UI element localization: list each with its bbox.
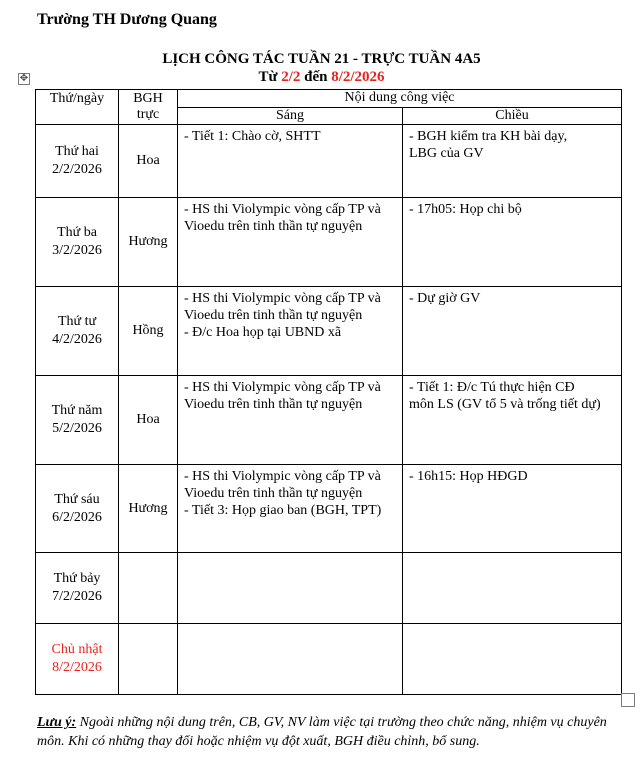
morning-cell[interactable]	[178, 376, 403, 465]
bgh-cell: Hương	[119, 465, 178, 553]
date-range	[0, 69, 643, 86]
day-cell	[36, 287, 119, 376]
afternoon-line: - Dự giờ GV	[409, 291, 481, 306]
day-date: 2/2/2026	[52, 162, 102, 177]
day-name: Thứ năm	[51, 403, 103, 418]
afternoon-cell[interactable]	[403, 125, 622, 198]
table-row	[36, 553, 622, 624]
table-row	[36, 125, 622, 198]
afternoon-cell[interactable]	[403, 553, 622, 624]
afternoon-cell[interactable]	[403, 376, 622, 465]
bgh-cell	[119, 553, 178, 624]
to-date: 8/2/2026	[331, 69, 385, 85]
table-row	[36, 465, 622, 553]
morning-line: - Tiết 3: Họp giao ban (BGH, TPT)	[184, 503, 382, 518]
header-afternoon	[403, 108, 622, 125]
header-content	[178, 90, 622, 108]
day-date: 5/2/2026	[52, 421, 102, 436]
morning-cell[interactable]	[178, 624, 403, 695]
morning-cell[interactable]	[178, 465, 403, 553]
afternoon-cell[interactable]	[403, 287, 622, 376]
day-cell	[36, 376, 119, 465]
from-date: 2/2	[281, 69, 301, 85]
bgh-cell: Hoa	[119, 125, 178, 198]
morning-cell[interactable]	[178, 287, 403, 376]
school-name: Trường TH Dương Quang	[37, 11, 217, 28]
day-name: Thứ sáu	[54, 491, 100, 507]
table-row	[36, 376, 622, 465]
table-row	[36, 624, 622, 695]
afternoon-line: - 17h05: Họp chi bộ	[409, 202, 522, 217]
table-row	[36, 287, 622, 376]
table-move-handle-icon[interactable]: ✥	[19, 73, 29, 84]
bgh-cell	[119, 624, 178, 695]
day-name: Thứ tư	[57, 314, 97, 329]
afternoon-cell[interactable]	[403, 624, 622, 695]
to-label: đến	[304, 69, 328, 85]
day-date: 7/2/2026	[52, 589, 102, 604]
morning-line: - HS thi Violympic vòng cấp TP và	[184, 469, 381, 484]
afternoon-line: - Tiết 1: Đ/c Tú thực hiện CĐ	[409, 380, 575, 395]
header-bgh	[119, 90, 178, 125]
from-label: Từ	[258, 69, 278, 85]
header-day-label: Thứ/ngày	[49, 91, 105, 106]
table-row	[36, 198, 622, 287]
day-cell-sunday	[36, 624, 119, 695]
afternoon-line: - 16h15: Họp HĐGD	[409, 469, 528, 484]
afternoon-line: LBG của GV	[409, 146, 484, 161]
morning-line: - HS thi Violympic vòng cấp TP và	[184, 202, 381, 217]
day-date: 8/2/2026	[52, 660, 102, 675]
morning-cell[interactable]	[178, 553, 403, 624]
afternoon-line: môn LS (GV tổ 5 và trống tiết dự)	[409, 397, 601, 412]
table-resize-handle[interactable]	[621, 693, 635, 707]
header-morning	[178, 108, 403, 125]
footnote-text: Ngoài những nội dung trên, CB, GV, NV làm việc tại trường theo chức năng, nhiệm vụ chuyên môn. Khi có những thay đổi hoặc nhiệm vụ đột xuất, BGH điều chỉnh, bổ sung.	[37, 715, 607, 749]
day-cell	[36, 125, 119, 198]
bgh-cell: Hoa	[119, 376, 178, 465]
day-name: Thứ ba	[57, 225, 97, 240]
day-cell	[36, 465, 119, 553]
morning-line: - Tiết 1: Chào cờ, SHTT	[184, 129, 321, 144]
header-day	[36, 90, 119, 125]
page-title: LỊCH CÔNG TÁC TUẦN 21 - TRỰC TUẦN 4A5	[162, 51, 481, 67]
header-bgh-line2: trực	[136, 107, 160, 122]
bgh-cell: Hương	[119, 198, 178, 287]
morning-line: - Đ/c Hoa họp tại UBND xã	[184, 325, 342, 340]
day-date: 3/2/2026	[52, 243, 102, 258]
day-name: Thứ hai	[55, 144, 99, 159]
morning-cell[interactable]	[178, 125, 403, 198]
day-date: 4/2/2026	[52, 332, 102, 347]
morning-cell[interactable]	[178, 198, 403, 287]
header-bgh-line1: BGH	[133, 91, 163, 106]
schedule-table	[35, 89, 622, 695]
day-name: Chủ nhật	[51, 642, 103, 657]
bgh-cell: Hồng	[119, 287, 178, 376]
day-cell	[36, 553, 119, 624]
morning-line: - HS thi Violympic vòng cấp TP và	[184, 291, 381, 306]
afternoon-cell[interactable]	[403, 465, 622, 553]
header-morning-label: Sáng	[276, 108, 304, 123]
morning-line: Vioedu trên tinh thần tự nguyện	[184, 486, 363, 501]
footnote	[37, 713, 617, 751]
day-date: 6/2/2026	[52, 509, 102, 525]
morning-line: Vioedu trên tinh thần tự nguyện	[184, 397, 363, 412]
morning-line: Vioedu trên tinh thần tự nguyện	[184, 308, 363, 323]
day-name: Thứ bảy	[53, 571, 101, 586]
header-content-label: Nội dung công việc	[344, 90, 455, 105]
footnote-label: Lưu ý:	[37, 715, 77, 730]
morning-line: Vioedu trên tinh thần tự nguyện	[184, 219, 363, 234]
day-cell	[36, 198, 119, 287]
header-afternoon-label: Chiều	[495, 108, 529, 123]
afternoon-line: - BGH kiểm tra KH bài dạy,	[409, 129, 568, 144]
afternoon-cell[interactable]	[403, 198, 622, 287]
morning-line: - HS thi Violympic vòng cấp TP và	[184, 380, 381, 395]
